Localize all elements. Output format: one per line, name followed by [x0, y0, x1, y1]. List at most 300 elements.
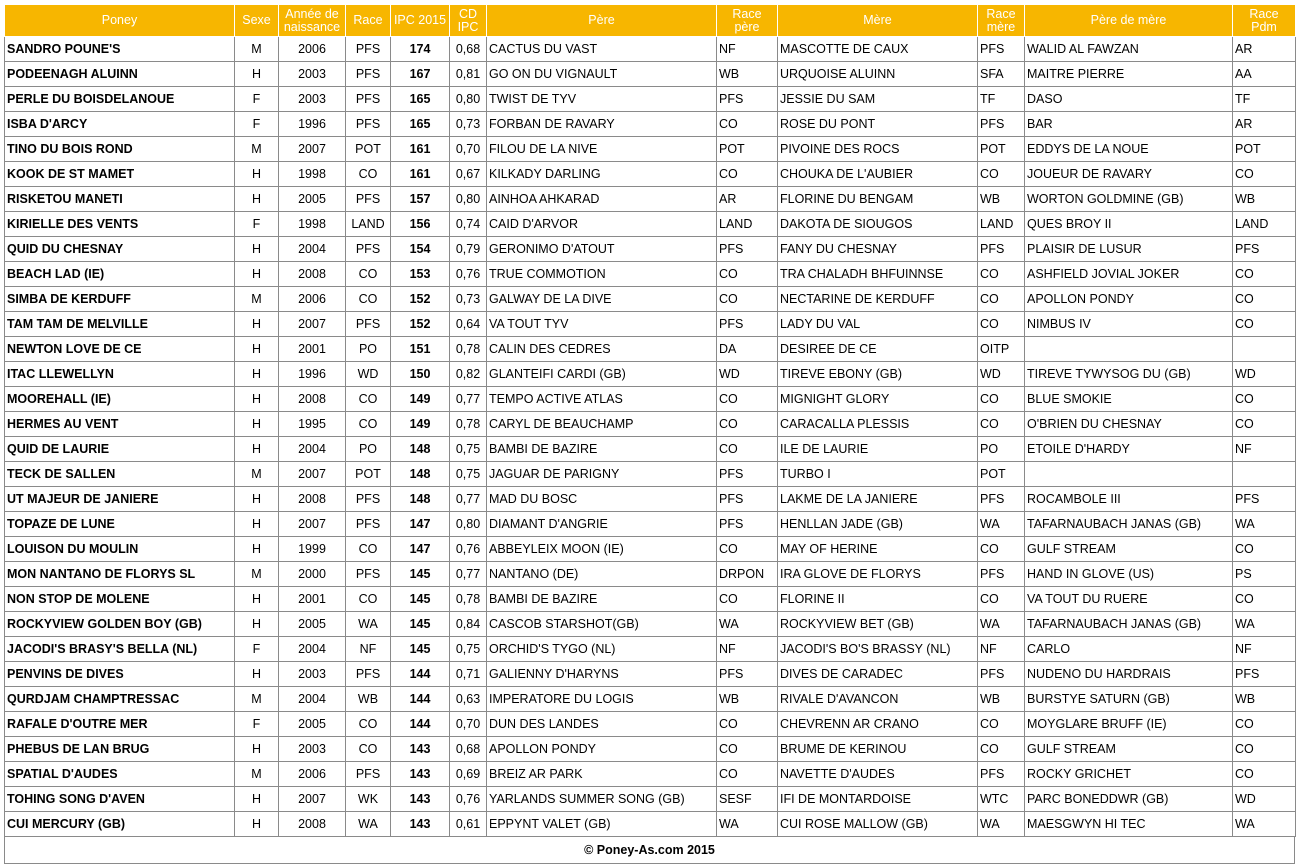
cell-pere-de-mere: TAFARNAUBACH JANAS (GB): [1025, 512, 1233, 537]
cell-race-pere: CO: [717, 287, 778, 312]
cell-sexe: H: [235, 262, 279, 287]
cell-poney: CUI MERCURY (GB): [5, 812, 235, 837]
cell-pere: TEMPO ACTIVE ATLAS: [487, 387, 717, 412]
cell-pere: APOLLON PONDY: [487, 737, 717, 762]
cell-race-mere: WTC: [978, 787, 1025, 812]
cell-ipc: 167: [391, 62, 450, 87]
cell-race: PFS: [346, 762, 391, 787]
cell-annee: 2001: [279, 587, 346, 612]
cell-pere-de-mere: WALID AL FAWZAN: [1025, 37, 1233, 62]
cell-race-mere: PFS: [978, 662, 1025, 687]
header-race-pere-line1: Race: [732, 6, 762, 21]
cell-pere-de-mere: BLUE SMOKIE: [1025, 387, 1233, 412]
cell-race-pere: DRPON: [717, 562, 778, 587]
cell-cd-ipc: 0,80: [450, 187, 487, 212]
cell-pere: TWIST DE TYV: [487, 87, 717, 112]
cell-race-pere: NF: [717, 37, 778, 62]
table-row: [5, 312, 1296, 337]
cell-pere-de-mere: ETOILE D'HARDY: [1025, 437, 1233, 462]
table-row: [5, 237, 1296, 262]
cell-mere: LADY DU VAL: [778, 312, 978, 337]
cell-race-mere: NF: [978, 637, 1025, 662]
cell-ipc: 145: [391, 612, 450, 637]
cell-mere: IRA GLOVE DE FLORYS: [778, 562, 978, 587]
cell-ipc: 144: [391, 662, 450, 687]
cell-pere: IMPERATORE DU LOGIS: [487, 687, 717, 712]
cell-race-pdm: CO: [1233, 312, 1296, 337]
cell-poney: JACODI'S BRASY'S BELLA (NL): [5, 637, 235, 662]
header-mere: Mère: [778, 5, 978, 37]
table-row: [5, 512, 1296, 537]
cell-sexe: F: [235, 637, 279, 662]
cell-sexe: H: [235, 187, 279, 212]
cell-poney: QURDJAM CHAMPTRESSAC: [5, 687, 235, 712]
cell-race-pere: CO: [717, 112, 778, 137]
cell-race: POT: [346, 137, 391, 162]
cell-pere: VA TOUT TYV: [487, 312, 717, 337]
cell-race: CO: [346, 537, 391, 562]
cell-poney: KOOK DE ST MAMET: [5, 162, 235, 187]
cell-race-pere: CO: [717, 587, 778, 612]
cell-race-pdm: WB: [1233, 687, 1296, 712]
cell-cd-ipc: 0,78: [450, 337, 487, 362]
cell-ipc: 152: [391, 287, 450, 312]
cell-annee: 2008: [279, 262, 346, 287]
table-row: [5, 462, 1296, 487]
header-cd: [450, 5, 487, 37]
cell-race-pere: PFS: [717, 312, 778, 337]
cell-poney: RAFALE D'OUTRE MER: [5, 712, 235, 737]
cell-ipc: 145: [391, 587, 450, 612]
cell-cd-ipc: 0,64: [450, 312, 487, 337]
cell-mere: HENLLAN JADE (GB): [778, 512, 978, 537]
cell-poney: NON STOP DE MOLENE: [5, 587, 235, 612]
cell-mere: FANY DU CHESNAY: [778, 237, 978, 262]
cell-race: PFS: [346, 512, 391, 537]
cell-race-mere: CO: [978, 262, 1025, 287]
cell-mere: DAKOTA DE SIOUGOS: [778, 212, 978, 237]
cell-annee: 2007: [279, 787, 346, 812]
cell-race: PFS: [346, 37, 391, 62]
cell-annee: 1995: [279, 412, 346, 437]
cell-cd-ipc: 0,76: [450, 537, 487, 562]
header-race-pdm: [1233, 5, 1296, 37]
cell-race-pdm: AR: [1233, 37, 1296, 62]
cell-race-pere: CO: [717, 762, 778, 787]
cell-race-pere: AR: [717, 187, 778, 212]
cell-cd-ipc: 0,73: [450, 112, 487, 137]
cell-race-pdm: PFS: [1233, 237, 1296, 262]
table-row: [5, 87, 1296, 112]
cell-race-pdm: CO: [1233, 587, 1296, 612]
cell-race-pere: CO: [717, 712, 778, 737]
cell-pere-de-mere: [1025, 462, 1233, 487]
cell-race-mere: PFS: [978, 112, 1025, 137]
cell-race-pere: PFS: [717, 462, 778, 487]
cell-pere: BAMBI DE BAZIRE: [487, 437, 717, 462]
cell-pere: CALIN DES CEDRES: [487, 337, 717, 362]
cell-sexe: H: [235, 737, 279, 762]
cell-ipc: 157: [391, 187, 450, 212]
cell-sexe: M: [235, 762, 279, 787]
cell-mere: TRA CHALADH BHFUINNSE: [778, 262, 978, 287]
cell-race: CO: [346, 712, 391, 737]
cell-poney: TOPAZE DE LUNE: [5, 512, 235, 537]
cell-race-pere: WB: [717, 62, 778, 87]
cell-pere-de-mere: CARLO: [1025, 637, 1233, 662]
cell-race: CO: [346, 287, 391, 312]
table-row: [5, 687, 1296, 712]
cell-cd-ipc: 0,80: [450, 87, 487, 112]
cell-sexe: F: [235, 112, 279, 137]
table-row: [5, 737, 1296, 762]
cell-pere-de-mere: MAITRE PIERRE: [1025, 62, 1233, 87]
cell-race: WK: [346, 787, 391, 812]
cell-pere: BREIZ AR PARK: [487, 762, 717, 787]
cell-pere-de-mere: GULF STREAM: [1025, 537, 1233, 562]
cell-annee: 2004: [279, 687, 346, 712]
cell-ipc: 161: [391, 137, 450, 162]
table-row: [5, 137, 1296, 162]
cell-mere: ROCKYVIEW BET (GB): [778, 612, 978, 637]
cell-race-mere: TF: [978, 87, 1025, 112]
cell-cd-ipc: 0,76: [450, 262, 487, 287]
table-row: [5, 212, 1296, 237]
cell-pere: ORCHID'S TYGO (NL): [487, 637, 717, 662]
cell-pere: CASCOB STARSHOT(GB): [487, 612, 717, 637]
cell-mere: IFI DE MONTARDOISE: [778, 787, 978, 812]
cell-poney: ROCKYVIEW GOLDEN BOY (GB): [5, 612, 235, 637]
cell-pere-de-mere: PARC BONEDDWR (GB): [1025, 787, 1233, 812]
table-row: [5, 62, 1296, 87]
pony-ranking-table: [4, 4, 1296, 837]
cell-sexe: H: [235, 312, 279, 337]
cell-poney: QUID DE LAURIE: [5, 437, 235, 462]
cell-pere-de-mere: O'BRIEN DU CHESNAY: [1025, 412, 1233, 437]
cell-pere: MAD DU BOSC: [487, 487, 717, 512]
cell-race-pere: PFS: [717, 512, 778, 537]
cell-race: LAND: [346, 212, 391, 237]
table-row: [5, 112, 1296, 137]
cell-cd-ipc: 0,63: [450, 687, 487, 712]
cell-race-pdm: CO: [1233, 737, 1296, 762]
cell-race-mere: PO: [978, 437, 1025, 462]
table-row: [5, 662, 1296, 687]
cell-mere: TIREVE EBONY (GB): [778, 362, 978, 387]
cell-race-pere: PFS: [717, 662, 778, 687]
cell-race-pere: NF: [717, 637, 778, 662]
cell-race-pere: POT: [717, 137, 778, 162]
cell-race-pere: WA: [717, 812, 778, 837]
cell-pere-de-mere: ROCAMBOLE III: [1025, 487, 1233, 512]
cell-race-pdm: CO: [1233, 287, 1296, 312]
cell-pere: BAMBI DE BAZIRE: [487, 587, 717, 612]
cell-ipc: 143: [391, 812, 450, 837]
cell-poney: MON NANTANO DE FLORYS SL: [5, 562, 235, 587]
cell-cd-ipc: 0,68: [450, 737, 487, 762]
table-row: [5, 587, 1296, 612]
cell-ipc: 165: [391, 87, 450, 112]
table-row: [5, 162, 1296, 187]
cell-sexe: H: [235, 487, 279, 512]
cell-annee: 2006: [279, 762, 346, 787]
cell-pere: NANTANO (DE): [487, 562, 717, 587]
cell-pere: DUN DES LANDES: [487, 712, 717, 737]
cell-race-pdm: AA: [1233, 62, 1296, 87]
cell-sexe: H: [235, 512, 279, 537]
cell-annee: 2003: [279, 662, 346, 687]
cell-ipc: 147: [391, 537, 450, 562]
cell-race-pdm: NF: [1233, 637, 1296, 662]
cell-race-pdm: CO: [1233, 762, 1296, 787]
cell-cd-ipc: 0,67: [450, 162, 487, 187]
cell-annee: 1998: [279, 162, 346, 187]
cell-cd-ipc: 0,77: [450, 562, 487, 587]
cell-race-pere: PFS: [717, 237, 778, 262]
cell-race-pere: SESF: [717, 787, 778, 812]
cell-annee: 2003: [279, 87, 346, 112]
cell-race-pere: DA: [717, 337, 778, 362]
cell-ipc: 143: [391, 737, 450, 762]
cell-race-pere: CO: [717, 437, 778, 462]
cell-pere-de-mere: MAESGWYN HI TEC: [1025, 812, 1233, 837]
cell-mere: TURBO I: [778, 462, 978, 487]
header-race-mere-line2: mère: [986, 19, 1016, 34]
cell-poney: NEWTON LOVE DE CE: [5, 337, 235, 362]
cell-mere: NAVETTE D'AUDES: [778, 762, 978, 787]
cell-ipc: 148: [391, 437, 450, 462]
cell-sexe: M: [235, 462, 279, 487]
cell-cd-ipc: 0,80: [450, 512, 487, 537]
header-race-mere: [978, 5, 1025, 37]
header-row: [5, 5, 1296, 37]
cell-race-pdm: AR: [1233, 112, 1296, 137]
cell-sexe: H: [235, 337, 279, 362]
cell-poney: TOHING SONG D'AVEN: [5, 787, 235, 812]
cell-pere: DIAMANT D'ANGRIE: [487, 512, 717, 537]
table-row: [5, 262, 1296, 287]
cell-mere: FLORINE II: [778, 587, 978, 612]
cell-race: PO: [346, 337, 391, 362]
cell-race: WA: [346, 812, 391, 837]
cell-race-mere: WA: [978, 612, 1025, 637]
cell-pere-de-mere: WORTON GOLDMINE (GB): [1025, 187, 1233, 212]
cell-cd-ipc: 0,79: [450, 237, 487, 262]
table-row: [5, 387, 1296, 412]
table-row: [5, 412, 1296, 437]
cell-poney: HERMES AU VENT: [5, 412, 235, 437]
cell-race: CO: [346, 387, 391, 412]
cell-ipc: 153: [391, 262, 450, 287]
cell-race: WD: [346, 362, 391, 387]
cell-ipc: 148: [391, 487, 450, 512]
cell-race-mere: WB: [978, 187, 1025, 212]
cell-pere-de-mere: HAND IN GLOVE (US): [1025, 562, 1233, 587]
cell-ipc: 151: [391, 337, 450, 362]
cell-ipc: 149: [391, 412, 450, 437]
table-row: [5, 287, 1296, 312]
cell-annee: 2006: [279, 287, 346, 312]
cell-race: NF: [346, 637, 391, 662]
table-row: [5, 537, 1296, 562]
cell-cd-ipc: 0,76: [450, 787, 487, 812]
cell-poney: PHEBUS DE LAN BRUG: [5, 737, 235, 762]
cell-mere: CHEVRENN AR CRANO: [778, 712, 978, 737]
header-race-pere-line2: père: [734, 19, 760, 34]
cell-pere: KILKADY DARLING: [487, 162, 717, 187]
cell-poney: QUID DU CHESNAY: [5, 237, 235, 262]
cell-race-mere: CO: [978, 412, 1025, 437]
cell-mere: ILE DE LAURIE: [778, 437, 978, 462]
cell-annee: 1999: [279, 537, 346, 562]
cell-race-pdm: [1233, 337, 1296, 362]
cell-cd-ipc: 0,73: [450, 287, 487, 312]
cell-race-pdm: POT: [1233, 137, 1296, 162]
cell-pere: CAID D'ARVOR: [487, 212, 717, 237]
cell-pere: FORBAN DE RAVARY: [487, 112, 717, 137]
cell-pere: TRUE COMMOTION: [487, 262, 717, 287]
cell-pere: YARLANDS SUMMER SONG (GB): [487, 787, 717, 812]
cell-poney: LOUISON DU MOULIN: [5, 537, 235, 562]
cell-annee: 2000: [279, 562, 346, 587]
cell-race-mere: SFA: [978, 62, 1025, 87]
cell-race: WB: [346, 687, 391, 712]
cell-mere: LAKME DE LA JANIERE: [778, 487, 978, 512]
cell-race-mere: WB: [978, 687, 1025, 712]
cell-annee: 2003: [279, 737, 346, 762]
cell-race-mere: PFS: [978, 237, 1025, 262]
cell-race-pdm: CO: [1233, 712, 1296, 737]
cell-race-pdm: WA: [1233, 612, 1296, 637]
cell-pere: EPPYNT VALET (GB): [487, 812, 717, 837]
cell-pere-de-mere: BURSTYE SATURN (GB): [1025, 687, 1233, 712]
cell-race-mere: PFS: [978, 37, 1025, 62]
cell-race-pdm: LAND: [1233, 212, 1296, 237]
cell-poney: SPATIAL D'AUDES: [5, 762, 235, 787]
cell-race-mere: WD: [978, 362, 1025, 387]
cell-ipc: 144: [391, 687, 450, 712]
cell-race-pere: PFS: [717, 487, 778, 512]
cell-poney: UT MAJEUR DE JANIERE: [5, 487, 235, 512]
cell-cd-ipc: 0,70: [450, 712, 487, 737]
cell-race: PFS: [346, 562, 391, 587]
cell-race-mere: CO: [978, 312, 1025, 337]
cell-cd-ipc: 0,71: [450, 662, 487, 687]
cell-sexe: H: [235, 387, 279, 412]
cell-mere: BRUME DE KERINOU: [778, 737, 978, 762]
cell-race-mere: PFS: [978, 562, 1025, 587]
cell-annee: 2007: [279, 312, 346, 337]
cell-sexe: M: [235, 287, 279, 312]
cell-mere: MIGNIGHT GLORY: [778, 387, 978, 412]
cell-pere-de-mere: NIMBUS IV: [1025, 312, 1233, 337]
cell-annee: 2004: [279, 637, 346, 662]
cell-sexe: M: [235, 37, 279, 62]
cell-race-pdm: PS: [1233, 562, 1296, 587]
cell-race: WA: [346, 612, 391, 637]
cell-mere: PIVOINE DES ROCS: [778, 137, 978, 162]
header-race-pdm-line2: Pdm: [1251, 19, 1277, 34]
cell-pere-de-mere: EDDYS DE LA NOUE: [1025, 137, 1233, 162]
table-row: [5, 562, 1296, 587]
cell-poney: MOOREHALL (IE): [5, 387, 235, 412]
cell-race-mere: PFS: [978, 762, 1025, 787]
cell-pere: JAGUAR DE PARIGNY: [487, 462, 717, 487]
cell-cd-ipc: 0,84: [450, 612, 487, 637]
cell-race-mere: CO: [978, 737, 1025, 762]
cell-race-mere: CO: [978, 387, 1025, 412]
copyright-footer: © Poney-As.com 2015: [4, 837, 1295, 864]
cell-sexe: H: [235, 612, 279, 637]
cell-race-pere: PFS: [717, 87, 778, 112]
cell-race-pdm: CO: [1233, 262, 1296, 287]
cell-ipc: 145: [391, 637, 450, 662]
cell-ipc: 144: [391, 712, 450, 737]
cell-race-pdm: CO: [1233, 162, 1296, 187]
cell-sexe: H: [235, 412, 279, 437]
cell-mere: CUI ROSE MALLOW (GB): [778, 812, 978, 837]
cell-sexe: F: [235, 212, 279, 237]
cell-sexe: H: [235, 537, 279, 562]
cell-race: CO: [346, 412, 391, 437]
cell-race-pere: WB: [717, 687, 778, 712]
table-row: [5, 437, 1296, 462]
cell-poney: ISBA D'ARCY: [5, 112, 235, 137]
cell-sexe: F: [235, 712, 279, 737]
cell-annee: 2008: [279, 387, 346, 412]
cell-race-mere: CO: [978, 287, 1025, 312]
cell-pere: ABBEYLEIX MOON (IE): [487, 537, 717, 562]
cell-race-pdm: PFS: [1233, 487, 1296, 512]
cell-ipc: 152: [391, 312, 450, 337]
cell-mere: MASCOTTE DE CAUX: [778, 37, 978, 62]
cell-ipc: 156: [391, 212, 450, 237]
cell-annee: 2007: [279, 137, 346, 162]
cell-race: PO: [346, 437, 391, 462]
cell-race-mere: WA: [978, 812, 1025, 837]
cell-ipc: 148: [391, 462, 450, 487]
cell-sexe: H: [235, 787, 279, 812]
cell-pere-de-mere: QUES BROY II: [1025, 212, 1233, 237]
header-race-pdm-line1: Race: [1249, 6, 1279, 21]
cell-race: PFS: [346, 62, 391, 87]
cell-poney: ITAC LLEWELLYN: [5, 362, 235, 387]
cell-sexe: H: [235, 437, 279, 462]
header-sexe: Sexe: [235, 5, 279, 37]
cell-mere: DIVES DE CARADEC: [778, 662, 978, 687]
header-cd-line2: IPC: [457, 19, 479, 34]
cell-pere-de-mere: TAFARNAUBACH JANAS (GB): [1025, 612, 1233, 637]
cell-cd-ipc: 0,70: [450, 137, 487, 162]
cell-pere: FILOU DE LA NIVE: [487, 137, 717, 162]
cell-ipc: 143: [391, 787, 450, 812]
cell-poney: TAM TAM DE MELVILLE: [5, 312, 235, 337]
cell-sexe: H: [235, 237, 279, 262]
table-row: [5, 612, 1296, 637]
cell-cd-ipc: 0,75: [450, 437, 487, 462]
cell-ipc: 145: [391, 562, 450, 587]
cell-pere: CACTUS DU VAST: [487, 37, 717, 62]
header-pere: Père: [487, 5, 717, 37]
cell-ipc: 147: [391, 512, 450, 537]
cell-poney: TINO DU BOIS ROND: [5, 137, 235, 162]
cell-sexe: M: [235, 137, 279, 162]
cell-pere: GERONIMO D'ATOUT: [487, 237, 717, 262]
cell-race: PFS: [346, 237, 391, 262]
cell-sexe: F: [235, 87, 279, 112]
cell-race-pere: WA: [717, 612, 778, 637]
header-cd-line1: CD: [458, 6, 478, 21]
